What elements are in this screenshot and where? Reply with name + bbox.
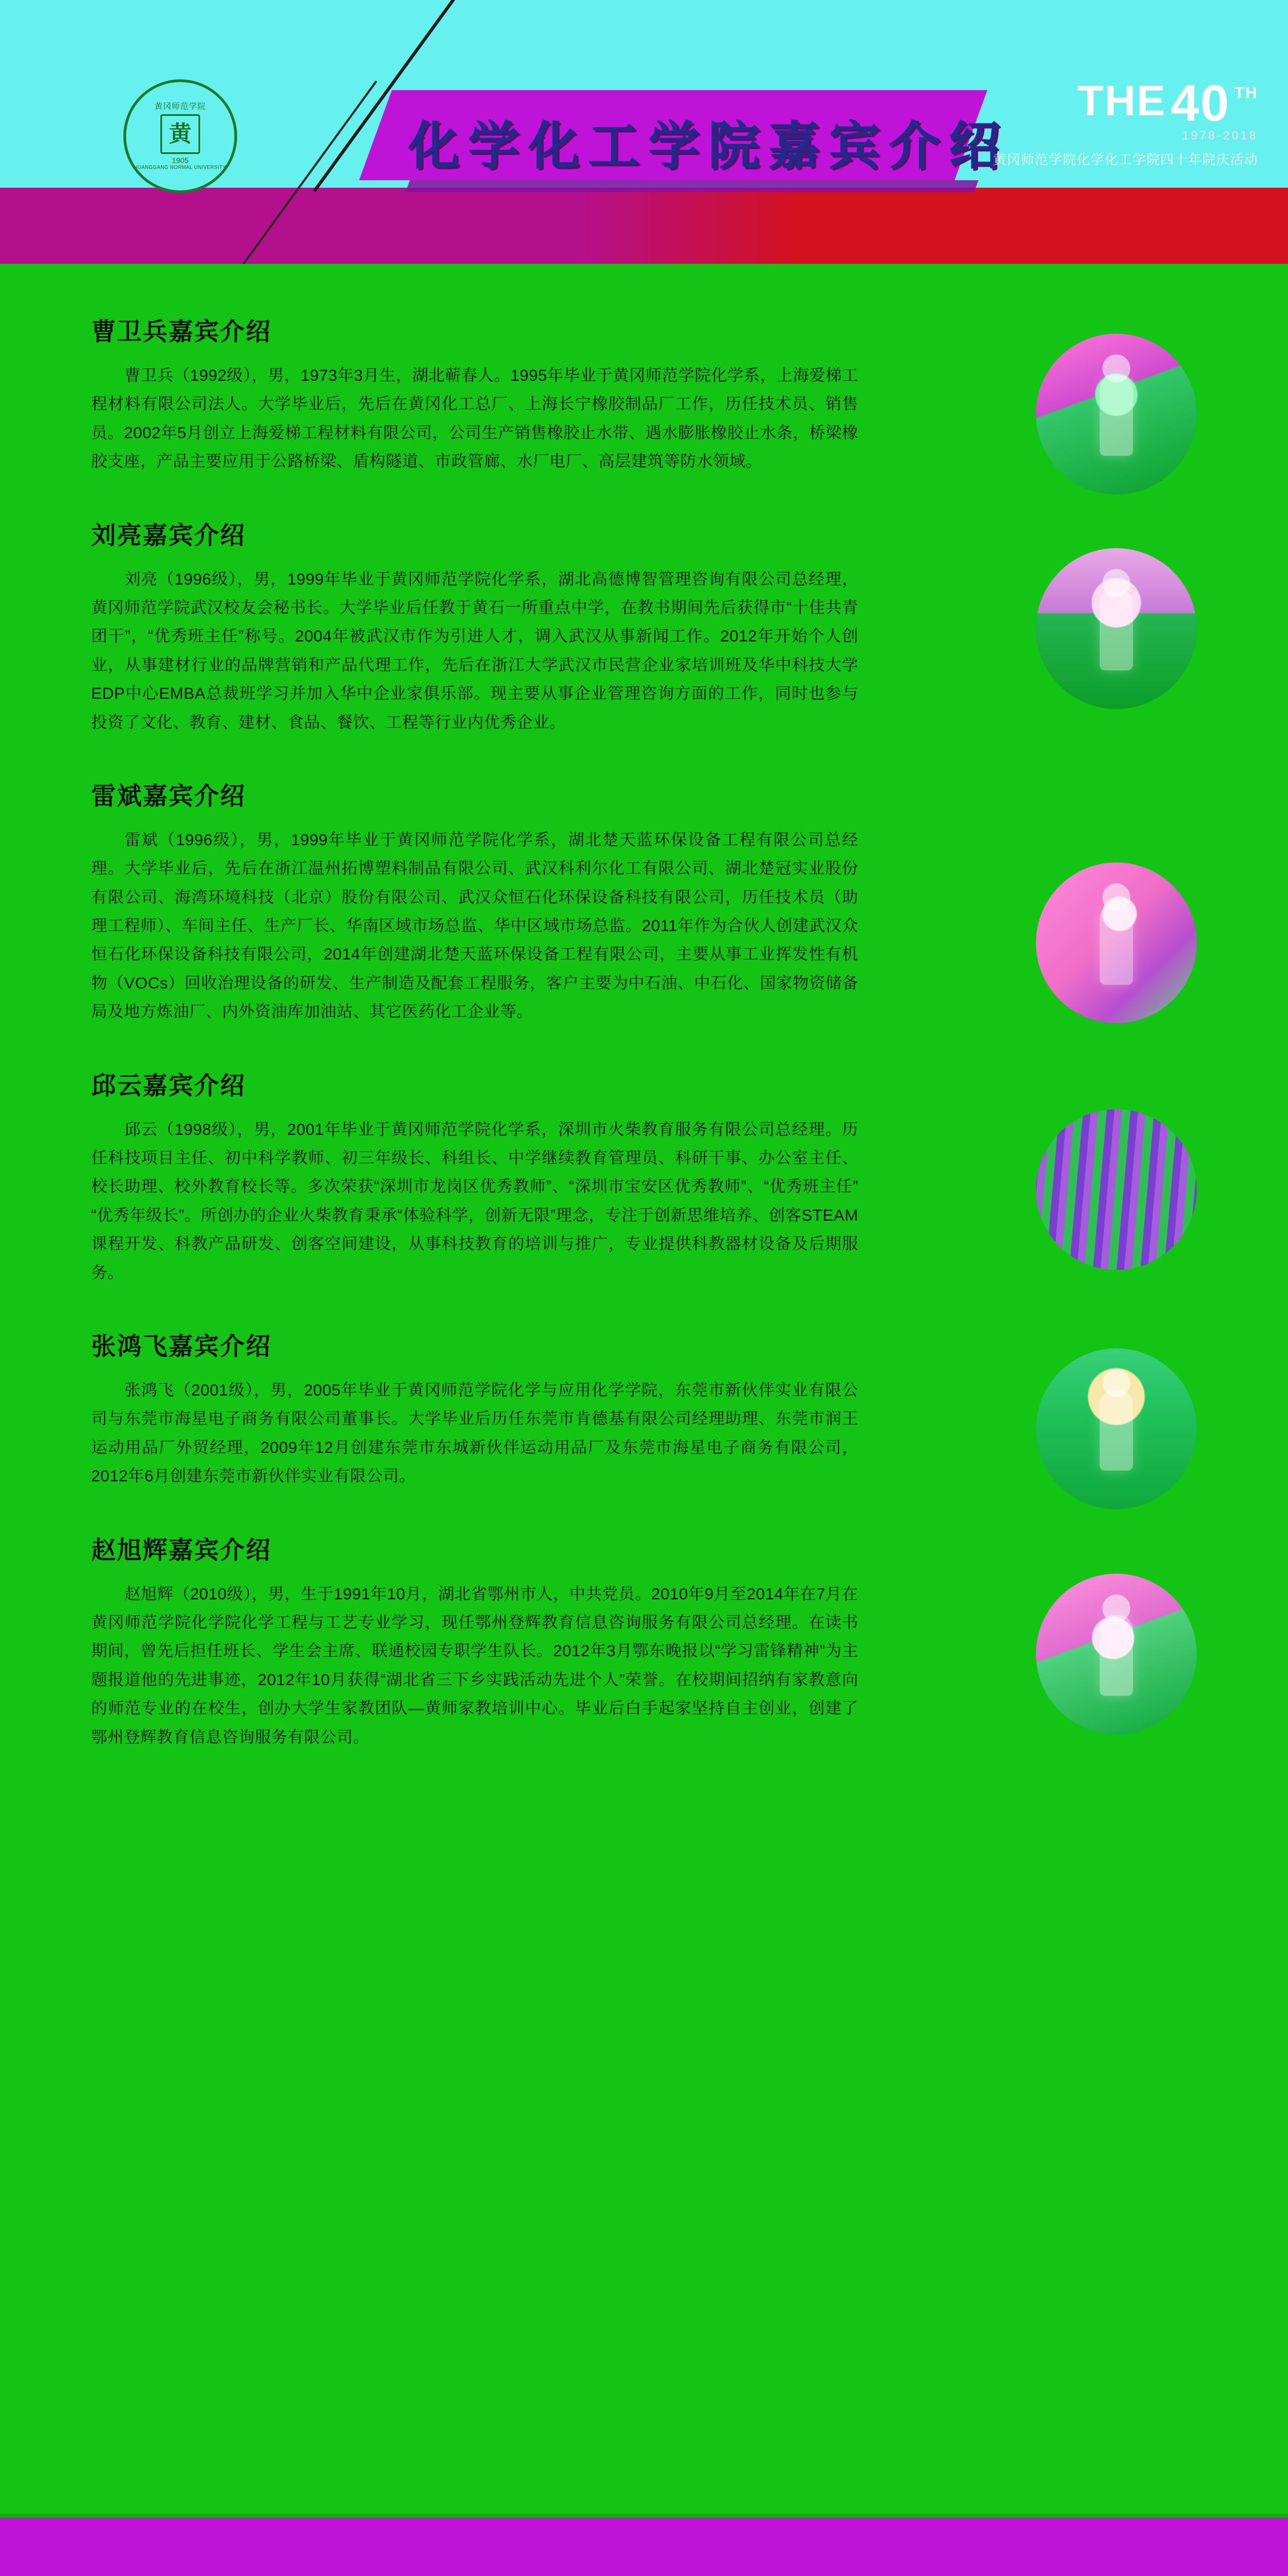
header-color-band [0, 188, 1288, 264]
anniversary-ordinal: TH [1234, 84, 1258, 102]
guest-photo-zhaoxuhui [1036, 1574, 1197, 1734]
poster-header [0, 0, 1288, 264]
anniversary-the-text: THE [1077, 77, 1167, 124]
university-seal-logo [123, 79, 237, 193]
guest-name-heading: 刘亮嘉宾介绍 [91, 521, 246, 549]
anniversary-number: 40 [1171, 75, 1230, 132]
guest-name-heading: 赵旭辉嘉宾介绍 [91, 1536, 271, 1564]
guest-photo-qiuyun [1036, 1109, 1197, 1270]
guest-list [0, 264, 1288, 1824]
guest-name-heading: 邱云嘉宾介绍 [91, 1071, 246, 1099]
guest-photo-figure-shape [1100, 1615, 1133, 1696]
guest-name-heading: 张鸿飞嘉宾介绍 [91, 1332, 271, 1360]
guest-photo-zhanghongfei [1036, 1348, 1197, 1509]
guest-photo-caoweibing [1036, 334, 1197, 494]
guest-entry [91, 777, 1197, 1027]
seal-english-name: HUANGGANG NORMAL UNIVERSITY [134, 164, 227, 171]
guest-biography: 曹卫兵（1992级），男，1973年3月生，湖北蕲春人。1995年毕业于黄冈师范学院化学系，上海爱梯工程材料有限公司法人。大学毕业后，先后在黄冈化工总厂、上海长宁橡胶制品厂工作，历任技术员、销售员。2002年5月创立上海爱梯工程材料有限公司，公司生产销售橡胶止水带、遇水膨胀橡胶止水条，桥梁橡胶支座，产品主要应用于公路桥梁、盾构隧道、市政管廊、水厂电厂、高层建筑等防水领域。 [91, 367, 858, 471]
guest-biography: 刘亮（1996级），男，1999年毕业于黄冈师范学院化学系，湖北高德博智管理咨询有限公司总经理，黄冈师范学院武汉校友会秘书长。大学毕业后任教于黄石一所重点中学，在教书期间先后获得市“十佳共青团干”，“优秀班主任”称号。2004年被武汉市作为引进人才，调入武汉从事新闻工作。2012年开始个人创业，从事建材行业的品牌营销和产品代理工作，先后在浙江大学武汉市民营企业家培训班及华中科技大学EDP中心EMBA总裁班学习并加入华中企业家俱乐部。现主要从事企业管理咨询方面的工作，同时也参与投资了文化、教育、建材、食品、餐饮、工程等行业内优秀企业。 [91, 570, 858, 732]
guest-biography: 赵旭辉（2010级），男，生于1991年10月，湖北省鄂州市人，中共党员。2010年9月至2014年在7月在黄冈师范学院化学院化学工程与工艺专业学习，现任鄂州登辉教育信息咨询服务有限公司总经理。在读书期间，曾先后担任班长、学生会主席、联通校园专职学生队长。2012年3月鄂东晚报以“学习雷锋精神”为主题报道他的先进事迹，2012年10月获得“湖北省三下乡实践活动先进个人”荣誉。在校期间招纳有家教意向的师范专业的在校生，创办大学生家教团队—黄师家教培训中心。毕业后白手起家坚持自主创业，创建了鄂州登辉教育信息咨询服务有限公司。 [91, 1585, 858, 1746]
title-ribbon-shadow-shape [406, 180, 978, 192]
footer-bar [0, 2518, 1288, 2576]
guest-entry [91, 1531, 1197, 1752]
footer-accent-strip [0, 2514, 1288, 2518]
seal-founding-year: 1905 [172, 156, 189, 165]
guest-entry [91, 516, 1197, 737]
guest-entry [91, 312, 1197, 476]
guest-biography: 张鸿飞（2001级），男，2005年毕业于黄冈师范学院化学与应用化学学院，东莞市新伙伴实业有限公司与东莞市海星电子商务有限公司董事长。大学毕业后历任东莞市肯德基有限公司经理助理、东莞市润王运动用品厂外贸经理，2009年12月创建东莞市东城新伙伴运动用品厂及东莞市海星电子商务有限公司，2012年6月创建东莞市新伙伴实业有限公司。 [91, 1381, 858, 1486]
guest-name-heading: 雷斌嘉宾介绍 [91, 781, 246, 810]
guest-entry [91, 1066, 1197, 1287]
anniversary-block [992, 75, 1258, 168]
guest-photo-liuliang [1036, 548, 1197, 709]
guest-entry [91, 1327, 1197, 1491]
anniversary-subtitle: 黄冈师范学院化学化工学院四十年院庆活动 [992, 152, 1258, 168]
guest-photo-figure-shape [1100, 904, 1133, 985]
seal-top-text: 黄冈师范学院 [154, 101, 206, 111]
page-title: 化学化工学院嘉宾介绍 [408, 117, 1009, 175]
guest-photo-leibin [1036, 862, 1197, 1023]
guest-photo-figure-shape [1100, 1390, 1133, 1471]
guest-photo-figure-shape [1100, 590, 1133, 670]
anniversary-headline [993, 75, 1258, 132]
anniversary-years: 1978-2018 [1182, 129, 1258, 143]
guest-name-heading: 曹卫兵嘉宾介绍 [91, 318, 271, 345]
guest-biography: 雷斌（1996级），男，1999年毕业于黄冈师范学院化学系，湖北楚天蓝环保设备工程有限公司总经理。大学毕业后，先后在浙江温州拓博塑料制品有限公司、武汉科利尔化工有限公司、湖北楚冠实业股份有限公司、海湾环境科技（北京）股份有限公司、武汉众恒石化环保设备科技有限公司，历任技术员（助理工程师）、车间主任、生产厂长、华南区域市场总监、华中区域市场总监。2011年作为合伙人创建武汉众恒石化环保设备科技有限公司，2014年创建湖北楚天蓝环保设备工程有限公司，主要从事工业挥发性有机物（VOCs）回收治理设备的研发、生产制造及配套工程服务，客户主要为中石油、中石化、国家物资储备局及地方炼油厂、内外资油库加油站、其它医药化工企业等。 [91, 831, 858, 1021]
guest-biography: 邱云（1998级），男，2001年毕业于黄冈师范学院化学系，深圳市火柴教育服务有限公司总经理。历任科技项目主任、初中科学教师、初三年级长、科组长、中学继续教育管理员、科研干事、办公室主任、校长助理、校外教育校长等。多次荣获“深圳市龙岗区优秀教师”、“深圳市宝安区优秀教师”、“优秀班主任”“优秀年级长”。所创办的企业火柴教育秉承“体验科学，创新无限”理念，专注于创新思维培养、创客STEAM课程开发、科教产品研发、创客空间建设，从事科技教育的培训与推广，专业提供科教器材设备及后期服务。 [91, 1120, 858, 1282]
seal-character-mark: 黄 [160, 114, 200, 154]
guest-photo-figure-shape [1100, 375, 1133, 456]
guest-photo-image [1036, 1109, 1197, 1270]
